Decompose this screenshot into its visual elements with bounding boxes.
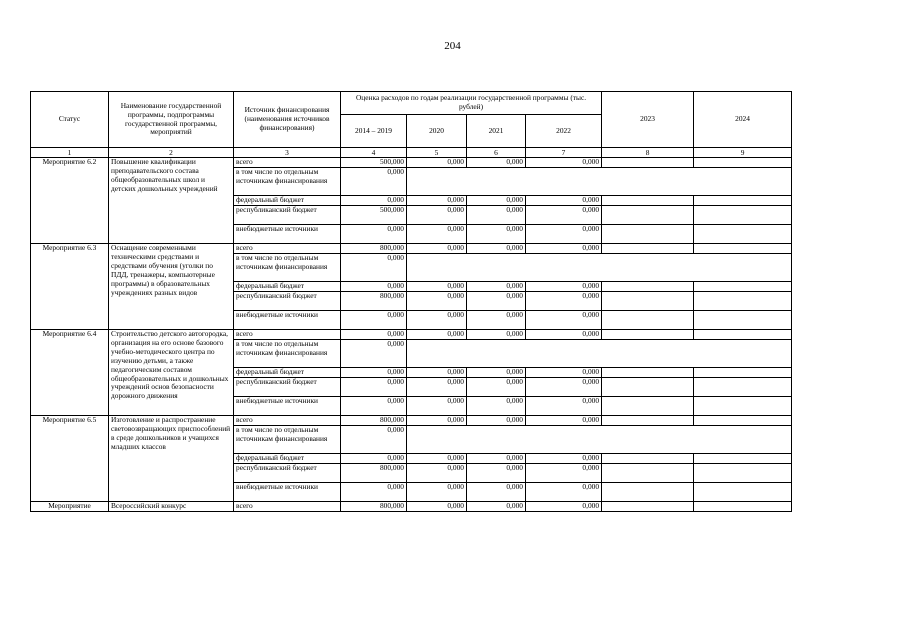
empty-cell xyxy=(694,483,792,502)
value-cell: 0,000 xyxy=(467,206,526,225)
empty-cell xyxy=(694,368,792,378)
value-cell: 0,000 xyxy=(407,196,467,206)
value-cell: 0,000 xyxy=(526,464,602,483)
empty-cell xyxy=(694,225,792,244)
value-cell: 800,000 xyxy=(341,502,407,512)
value-cell: 800,000 xyxy=(341,244,407,254)
page-number: 204 xyxy=(444,40,461,52)
value-cell: 0,000 xyxy=(407,282,467,292)
source-cell: внебюджетные источники xyxy=(234,397,341,416)
value-cell: 0,000 xyxy=(341,340,407,368)
column-number: 2 xyxy=(109,148,234,158)
empty-cell xyxy=(602,292,694,311)
value-cell: 0,000 xyxy=(341,426,407,454)
source-cell: федеральный бюджет xyxy=(234,368,341,378)
value-cell: 0,000 xyxy=(467,502,526,512)
status-cell: Мероприятие 6.2 xyxy=(31,158,109,244)
empty-cell xyxy=(694,454,792,464)
empty-merged-cell xyxy=(407,340,792,368)
source-cell: внебюджетные источники xyxy=(234,225,341,244)
value-cell: 500,000 xyxy=(341,206,407,225)
source-cell: республиканский бюджет xyxy=(234,206,341,225)
activity-name-cell: Изготовление и распространение световозвращающих приспособлений в среде дошкольников и учащихся младших классов xyxy=(109,416,234,502)
value-cell: 0,000 xyxy=(526,282,602,292)
table-row xyxy=(31,502,792,512)
value-cell: 0,000 xyxy=(467,244,526,254)
status-cell: Мероприятие 6.4 xyxy=(31,330,109,416)
header-year: 2021 xyxy=(467,115,526,148)
header-year: 2022 xyxy=(526,115,602,148)
value-cell: 0,000 xyxy=(407,397,467,416)
value-cell: 0,000 xyxy=(407,464,467,483)
empty-cell xyxy=(694,378,792,397)
value-cell: 0,000 xyxy=(407,483,467,502)
header-name: Наименование государственной программы, подпрограммы государственной программы, мероприятий xyxy=(109,92,234,148)
value-cell: 0,000 xyxy=(467,378,526,397)
table-row xyxy=(31,244,792,254)
empty-cell xyxy=(694,502,792,512)
activity-name-cell: Оснащение современными техническими средствами и средствами обучения (уголки по ПДД, тренажеры, компьютерные программы) в образовательных учреждениях разных видов xyxy=(109,244,234,330)
value-cell: 0,000 xyxy=(467,158,526,168)
empty-cell xyxy=(694,397,792,416)
value-cell: 0,000 xyxy=(467,282,526,292)
value-cell: 0,000 xyxy=(407,292,467,311)
header-year: 2020 xyxy=(407,115,467,148)
empty-merged-cell xyxy=(407,254,792,282)
value-cell: 0,000 xyxy=(467,483,526,502)
value-cell: 0,000 xyxy=(407,225,467,244)
source-cell: внебюджетные источники xyxy=(234,483,341,502)
value-cell: 0,000 xyxy=(526,330,602,340)
empty-cell xyxy=(602,368,694,378)
source-cell: в том числе по отдельным источникам финансирования xyxy=(234,168,341,196)
source-cell: всего xyxy=(234,502,341,512)
header-year: 2023 xyxy=(602,92,694,148)
empty-merged-cell xyxy=(407,168,792,196)
value-cell: 0,000 xyxy=(526,158,602,168)
empty-cell xyxy=(602,483,694,502)
empty-cell xyxy=(602,206,694,225)
column-number: 8 xyxy=(602,148,694,158)
value-cell: 0,000 xyxy=(526,397,602,416)
empty-cell xyxy=(602,311,694,330)
value-cell: 0,000 xyxy=(467,330,526,340)
column-number: 6 xyxy=(467,148,526,158)
source-cell: в том числе по отдельным источникам финансирования xyxy=(234,340,341,368)
value-cell: 0,000 xyxy=(341,225,407,244)
column-number: 5 xyxy=(407,148,467,158)
source-cell: внебюджетные источники xyxy=(234,311,341,330)
source-cell: в том числе по отдельным источникам финансирования xyxy=(234,254,341,282)
empty-cell xyxy=(602,158,694,168)
value-cell: 0,000 xyxy=(407,454,467,464)
value-cell: 0,000 xyxy=(526,196,602,206)
source-cell: республиканский бюджет xyxy=(234,378,341,397)
value-cell: 0,000 xyxy=(341,397,407,416)
activity-name-cell: Строительство детского автогородка, организация на его основе базового учебно-методического центра по изучению детьми, а также педагогическим составом общеобразовательных и дошкольных учреждений основ безопасности дорожного движения xyxy=(109,330,234,416)
value-cell: 0,000 xyxy=(467,292,526,311)
value-cell: 0,000 xyxy=(467,416,526,426)
header-year: 2024 xyxy=(694,92,792,148)
source-cell: всего xyxy=(234,158,341,168)
value-cell: 0,000 xyxy=(467,225,526,244)
empty-cell xyxy=(694,196,792,206)
value-cell: 0,000 xyxy=(341,483,407,502)
empty-cell xyxy=(602,397,694,416)
source-cell: в том числе по отдельным источникам финансирования xyxy=(234,426,341,454)
value-cell: 0,000 xyxy=(341,378,407,397)
value-cell: 0,000 xyxy=(526,378,602,397)
value-cell: 0,000 xyxy=(341,330,407,340)
status-cell: Мероприятие xyxy=(31,502,109,512)
source-cell: всего xyxy=(234,244,341,254)
value-cell: 0,000 xyxy=(407,330,467,340)
table-row xyxy=(31,330,792,340)
source-cell: всего xyxy=(234,416,341,426)
value-cell: 0,000 xyxy=(407,416,467,426)
empty-cell xyxy=(602,416,694,426)
empty-cell xyxy=(694,416,792,426)
value-cell: 0,000 xyxy=(407,311,467,330)
empty-cell xyxy=(602,454,694,464)
column-number: 9 xyxy=(694,148,792,158)
value-cell: 0,000 xyxy=(341,311,407,330)
header-status: Статус xyxy=(31,92,109,148)
empty-cell xyxy=(694,292,792,311)
empty-cell xyxy=(602,196,694,206)
value-cell: 0,000 xyxy=(341,368,407,378)
value-cell: 0,000 xyxy=(467,464,526,483)
source-cell: федеральный бюджет xyxy=(234,454,341,464)
value-cell: 0,000 xyxy=(407,158,467,168)
value-cell: 0,000 xyxy=(407,244,467,254)
empty-merged-cell xyxy=(407,426,792,454)
source-cell: федеральный бюджет xyxy=(234,196,341,206)
value-cell: 0,000 xyxy=(467,397,526,416)
value-cell: 0,000 xyxy=(526,368,602,378)
table-body xyxy=(31,158,792,512)
value-cell: 0,000 xyxy=(526,483,602,502)
value-cell: 0,000 xyxy=(526,206,602,225)
empty-cell xyxy=(694,158,792,168)
value-cell: 0,000 xyxy=(341,454,407,464)
empty-cell xyxy=(602,330,694,340)
empty-cell xyxy=(602,282,694,292)
source-cell: республиканский бюджет xyxy=(234,464,341,483)
header-estimate: Оценка расходов по годам реализации государственной программы (тыс. рублей) xyxy=(341,92,602,115)
activity-name-cell: Повышение квалификации преподавательского состава общеобразовательных школ и детских дошкольных учреждений xyxy=(109,158,234,244)
value-cell: 0,000 xyxy=(341,254,407,282)
value-cell: 800,000 xyxy=(341,416,407,426)
empty-cell xyxy=(602,464,694,483)
activity-name-cell: Всероссийский конкурс xyxy=(109,502,234,512)
header-source: Источник финансирования (наименования источников финансирования) xyxy=(234,92,341,148)
value-cell: 0,000 xyxy=(526,502,602,512)
column-number: 7 xyxy=(526,148,602,158)
table-row xyxy=(31,416,792,426)
value-cell: 0,000 xyxy=(526,244,602,254)
value-cell: 0,000 xyxy=(526,454,602,464)
value-cell: 0,000 xyxy=(407,206,467,225)
value-cell: 0,000 xyxy=(407,368,467,378)
header-year: 2014 – 2019 xyxy=(341,115,407,148)
value-cell: 0,000 xyxy=(467,368,526,378)
empty-cell xyxy=(694,282,792,292)
column-number: 4 xyxy=(341,148,407,158)
value-cell: 0,000 xyxy=(526,416,602,426)
empty-cell xyxy=(694,311,792,330)
budget-table xyxy=(30,91,792,512)
value-cell: 500,000 xyxy=(341,158,407,168)
value-cell: 0,000 xyxy=(341,168,407,196)
value-cell: 800,000 xyxy=(341,292,407,311)
value-cell: 0,000 xyxy=(341,282,407,292)
value-cell: 0,000 xyxy=(526,311,602,330)
table-row xyxy=(31,158,792,168)
value-cell: 0,000 xyxy=(467,311,526,330)
status-cell: Мероприятие 6.3 xyxy=(31,244,109,330)
empty-cell xyxy=(694,464,792,483)
value-cell: 0,000 xyxy=(526,292,602,311)
column-number: 3 xyxy=(234,148,341,158)
source-cell: республиканский бюджет xyxy=(234,292,341,311)
empty-cell xyxy=(602,244,694,254)
empty-cell xyxy=(602,225,694,244)
empty-cell xyxy=(602,502,694,512)
source-cell: всего xyxy=(234,330,341,340)
value-cell: 0,000 xyxy=(526,225,602,244)
empty-cell xyxy=(694,330,792,340)
value-cell: 0,000 xyxy=(467,196,526,206)
source-cell: федеральный бюджет xyxy=(234,282,341,292)
column-number: 1 xyxy=(31,148,109,158)
empty-cell xyxy=(602,378,694,397)
empty-cell xyxy=(694,244,792,254)
value-cell: 0,000 xyxy=(407,502,467,512)
status-cell: Мероприятие 6.5 xyxy=(31,416,109,502)
empty-cell xyxy=(694,206,792,225)
value-cell: 0,000 xyxy=(407,378,467,397)
value-cell: 0,000 xyxy=(341,196,407,206)
value-cell: 0,000 xyxy=(467,454,526,464)
value-cell: 800,000 xyxy=(341,464,407,483)
